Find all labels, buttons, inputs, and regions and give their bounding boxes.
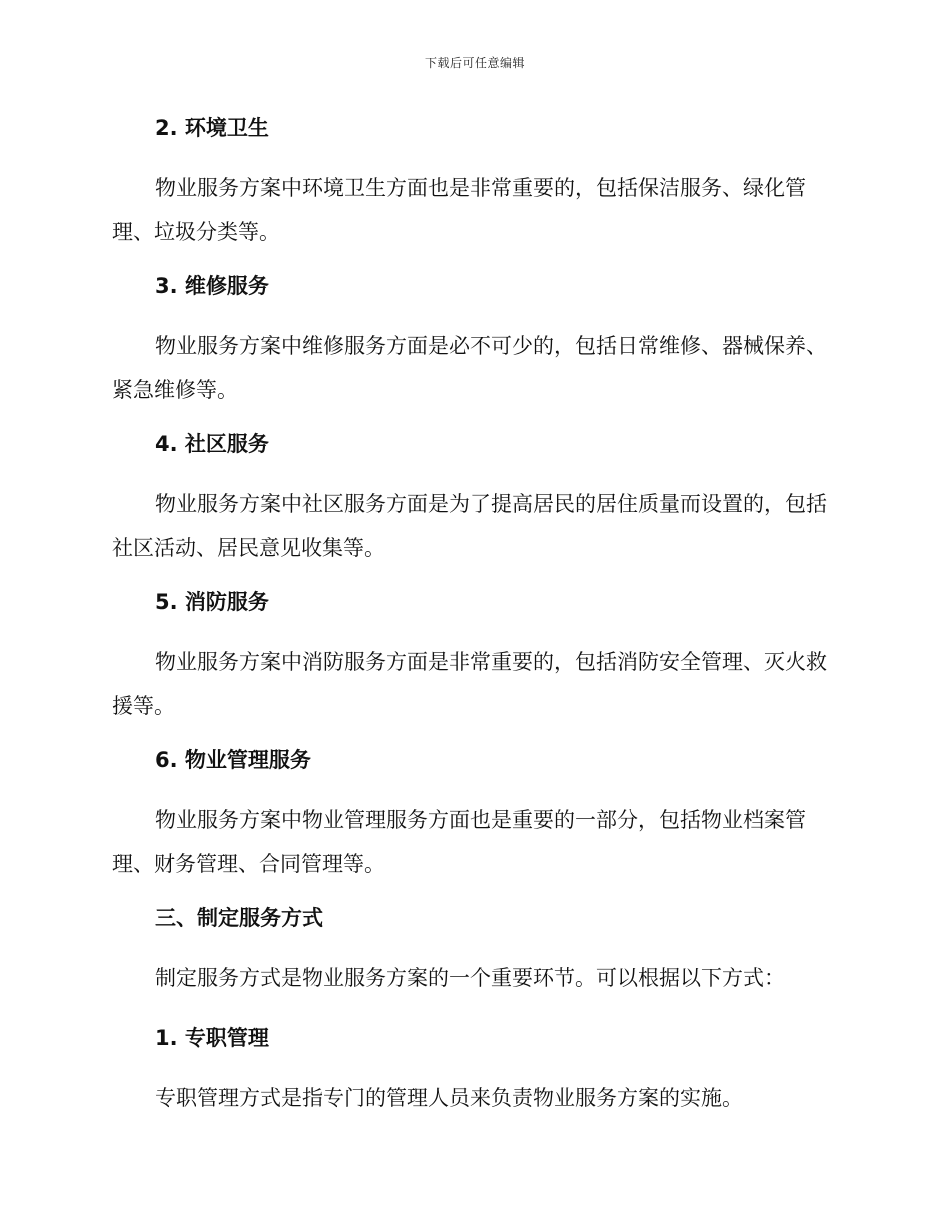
section-heading-maintenance: 3. 维修服务 — [155, 274, 269, 298]
section-text-community: 物业服务方案中社区服务方面是为了提高居民的居住质量而设置的，包括社区活动、居民意见收集等。 — [112, 492, 827, 560]
section-heading-service-method: 三、制定服务方式 — [155, 906, 323, 930]
section-text-property-management: 物业服务方案中物业管理服务方面也是重要的一部分，包括物业档案管理、财务管理、合同管理等。 — [112, 808, 806, 876]
section-text-environment: 物业服务方案中环境卫生方面也是非常重要的，包括保洁服务、绿化管理、垃圾分类等。 — [112, 176, 806, 244]
section-heading-property-management: 6. 物业管理服务 — [155, 748, 311, 772]
page-header-note: 下载后可任意编辑 — [424, 56, 525, 70]
section-text-fire: 物业服务方案中消防服务方面是非常重要的，包括消防安全管理、灭火救援等。 — [112, 650, 827, 718]
section-text-service-method: 制定服务方式是物业服务方案的一个重要环节。可以根据以下方式： — [155, 966, 785, 990]
section-heading-fire: 5. 消防服务 — [155, 590, 269, 614]
section-heading-dedicated-management: 1. 专职管理 — [155, 1026, 269, 1050]
section-heading-environment: 2. 环境卫生 — [155, 116, 269, 140]
section-text-maintenance: 物业服务方案中维修服务方面是必不可少的，包括日常维修、器械保养、紧急维修等。 — [112, 334, 827, 402]
document-body — [112, 110, 832, 1140]
section-text-dedicated-management: 专职管理方式是指专门的管理人员来负责物业服务方案的实施。 — [155, 1086, 743, 1110]
section-heading-community: 4. 社区服务 — [155, 432, 269, 456]
